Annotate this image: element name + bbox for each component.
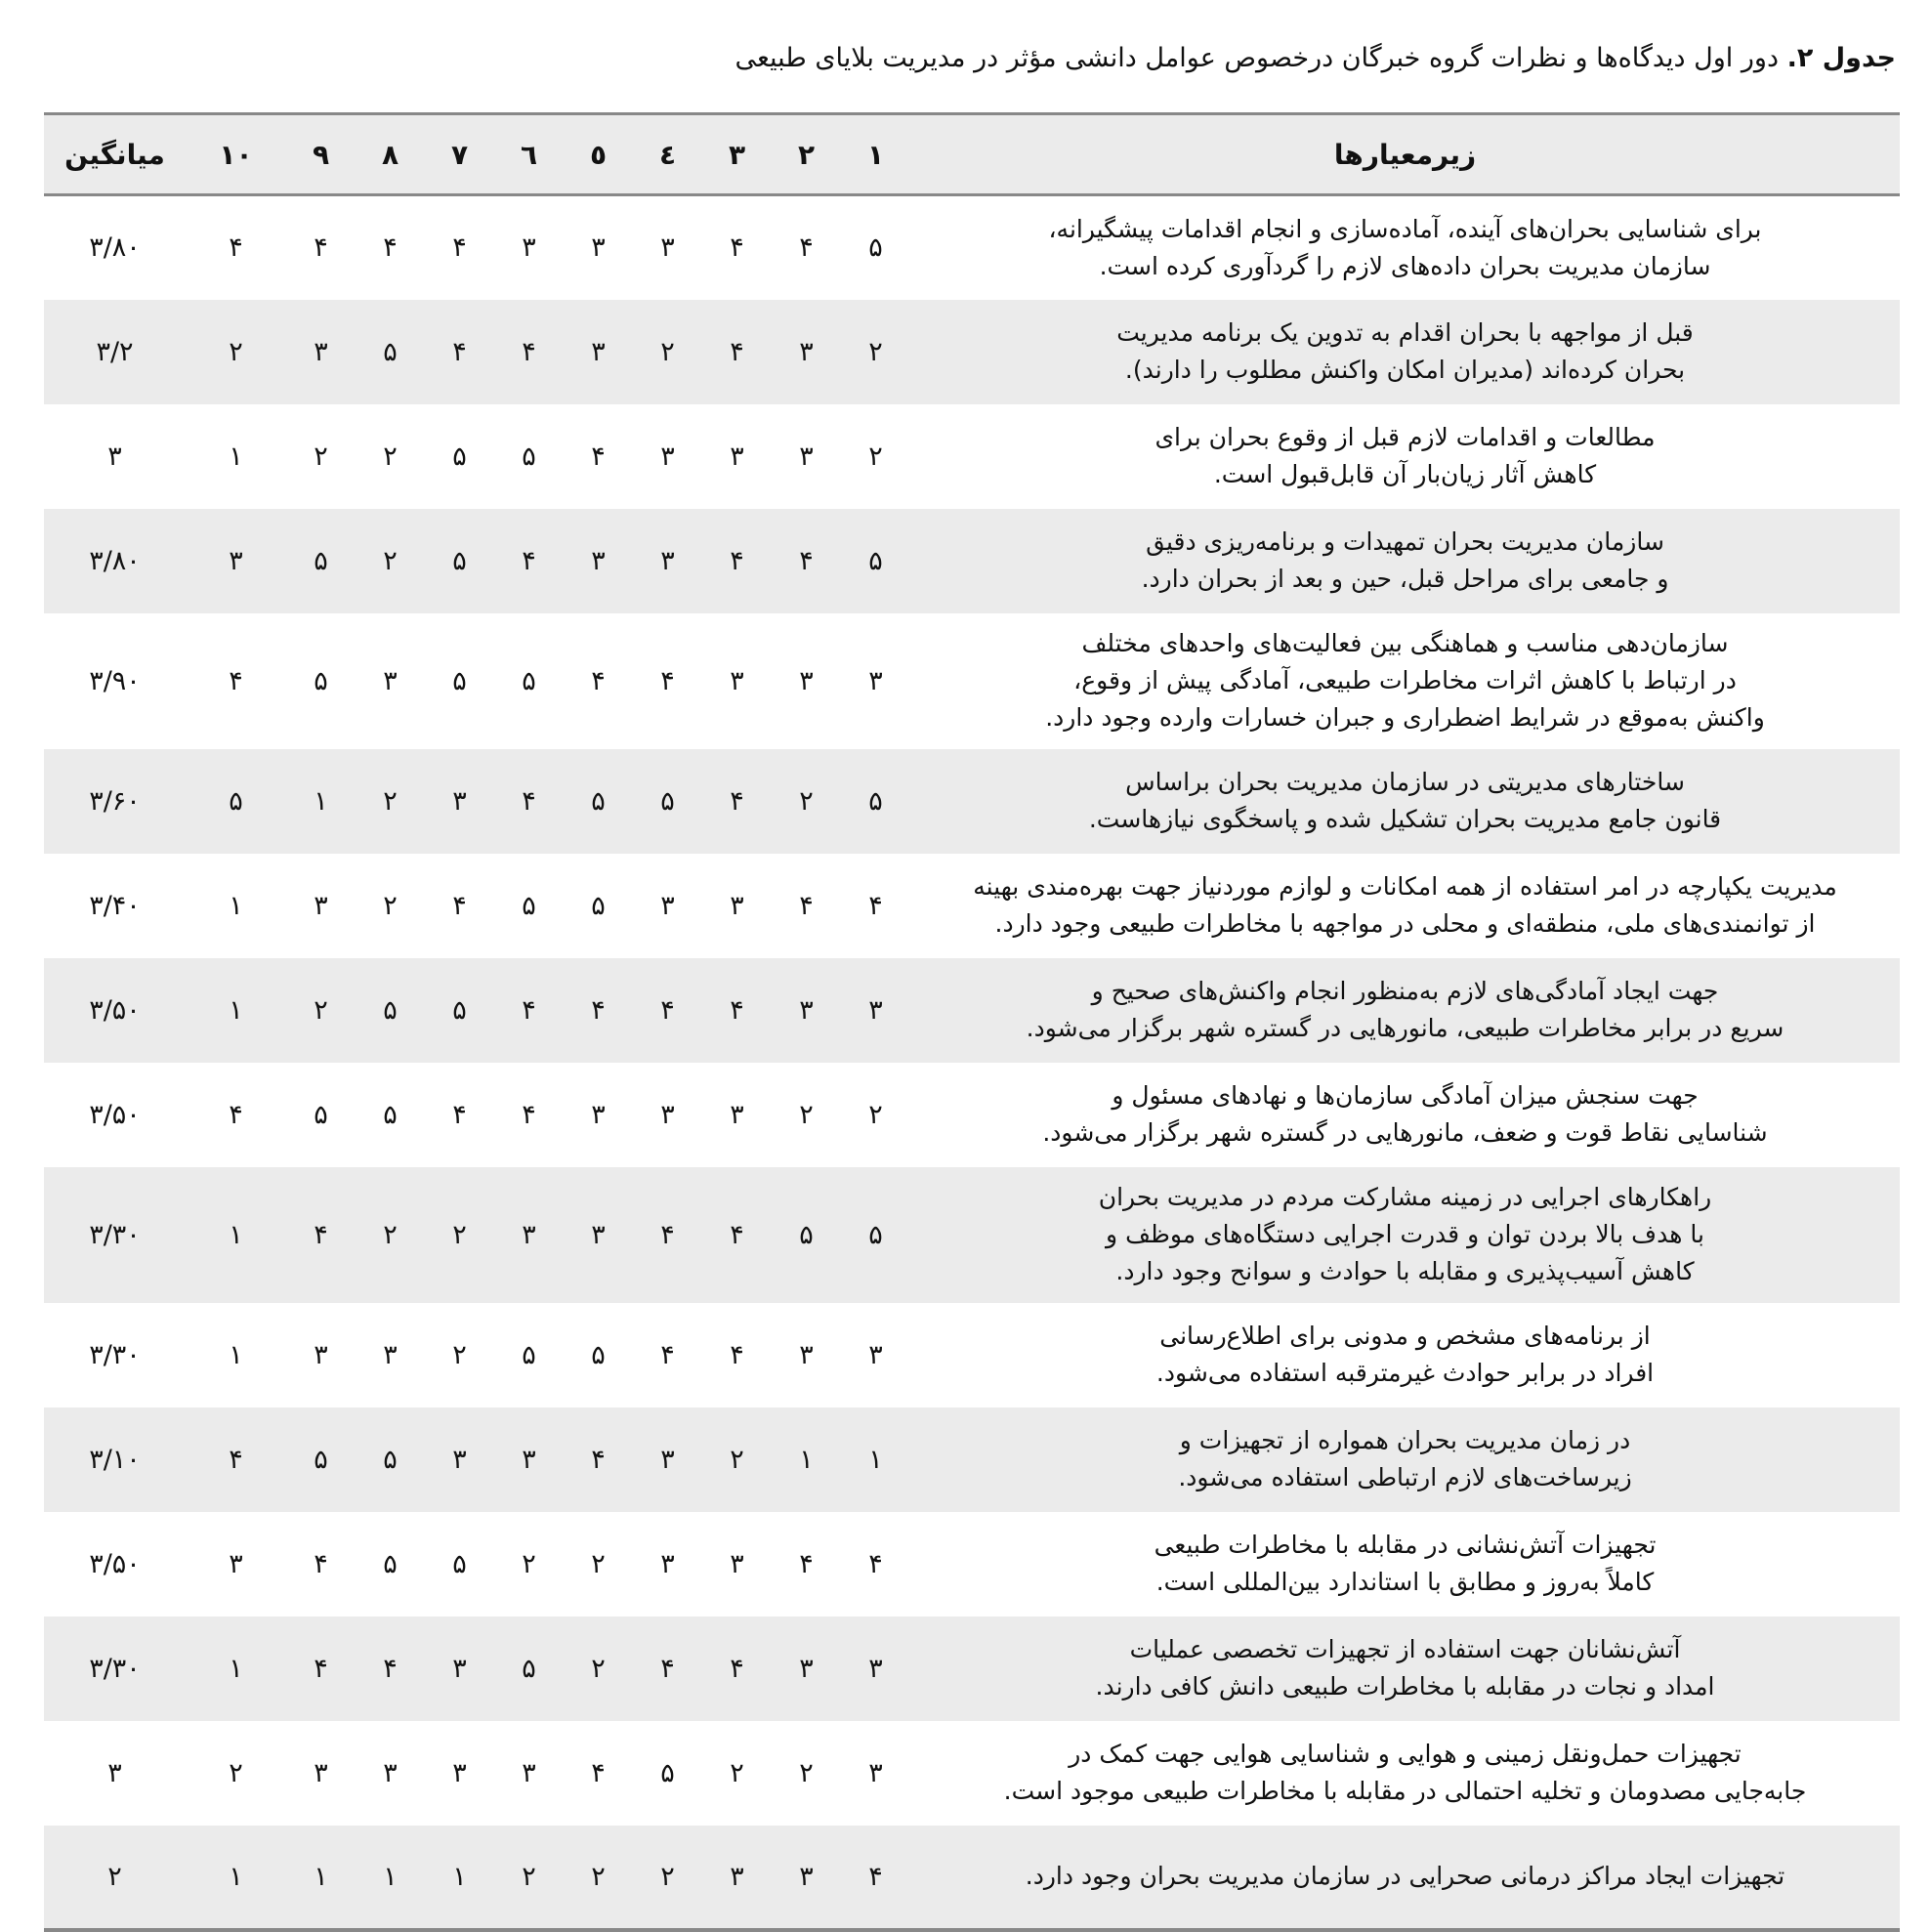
score-cell-expert-8: ۲ bbox=[383, 1219, 398, 1250]
score-cell-expert-1: ۵ bbox=[868, 545, 883, 576]
score-cell-expert-2: ۳ bbox=[799, 441, 814, 472]
score-cell-expert-6: ۳ bbox=[522, 232, 536, 264]
table-row bbox=[44, 195, 1900, 300]
table-row bbox=[44, 1826, 1900, 1930]
score-cell-expert-8: ۳ bbox=[383, 1339, 398, 1370]
score-cell-expert-8: ۵ bbox=[383, 1099, 398, 1130]
score-cell-expert-4: ۳ bbox=[660, 1444, 675, 1475]
subcriterion-cell bbox=[910, 509, 1900, 613]
header-expert-5: ٥ bbox=[589, 138, 608, 171]
score-cell-expert-1: ۵ bbox=[868, 1219, 883, 1250]
subcriterion-line: سازمان مدیریت بحران تمهیدات و برنامه‌ریزی دقیق bbox=[1146, 527, 1664, 556]
score-cell-expert-3: ۴ bbox=[730, 1653, 744, 1684]
score-cell-expert-9: ۴ bbox=[314, 232, 328, 264]
score-cell-expert-7: ۵ bbox=[452, 665, 467, 696]
score-cell-expert-2: ۴ bbox=[799, 1548, 814, 1579]
score-cell-expert-8: ۳ bbox=[383, 1757, 398, 1788]
mean-cell: ۳/۸۰ bbox=[89, 232, 141, 264]
mean-cell: ۳/۳۰ bbox=[89, 1339, 141, 1370]
score-cell-expert-9: ۵ bbox=[314, 1444, 328, 1475]
score-cell-expert-6: ۴ bbox=[522, 994, 536, 1026]
score-cell-expert-7: ۳ bbox=[452, 785, 467, 817]
mean-cell: ۳/۳۰ bbox=[89, 1219, 141, 1250]
mean-cell: ۳/۲ bbox=[96, 336, 134, 367]
score-cell-expert-9: ۲ bbox=[314, 994, 328, 1026]
score-cell-expert-3: ۳ bbox=[730, 1099, 744, 1130]
score-cell-expert-4: ۳ bbox=[660, 441, 675, 472]
subcriterion-cell bbox=[910, 1826, 1900, 1930]
subcriterion-line: از برنامه‌های مشخص و مدونی برای اطلاع‌رسانی bbox=[1159, 1322, 1651, 1350]
score-cell-expert-9: ۵ bbox=[314, 1099, 328, 1130]
score-cell-expert-2: ۴ bbox=[799, 545, 814, 576]
score-cell-expert-4: ۳ bbox=[660, 545, 675, 576]
score-cell-expert-5: ۳ bbox=[591, 1219, 606, 1250]
subcriterion-line: و جامعی برای مراحل قبل، حین و بعد از بحران دارد. bbox=[1141, 565, 1669, 593]
score-cell-expert-3: ۴ bbox=[730, 1339, 744, 1370]
subcriterion-cell bbox=[910, 300, 1900, 404]
subcriterion-line: جهت ایجاد آمادگی‌های لازم به‌منظور انجام واکنش‌های صحیح و bbox=[1091, 977, 1719, 1005]
score-cell-expert-5: ۲ bbox=[591, 1653, 606, 1684]
mean-cell: ۳/۹۰ bbox=[89, 665, 141, 696]
subcriterion-line: جابه‌جایی مصدومان و تخلیه احتمالی در مقابله با مخاطرات طبیعی موجود است. bbox=[1003, 1777, 1807, 1805]
score-cell-expert-9: ۴ bbox=[314, 1548, 328, 1579]
score-cell-expert-4: ۴ bbox=[660, 1653, 675, 1684]
score-cell-expert-10: ۳ bbox=[229, 545, 243, 576]
header-expert-1: ۱ bbox=[866, 138, 885, 171]
header-row bbox=[44, 114, 1900, 195]
score-cell-expert-5: ۲ bbox=[591, 1548, 606, 1579]
score-cell-expert-3: ۳ bbox=[730, 441, 744, 472]
score-cell-expert-3: ۲ bbox=[730, 1444, 744, 1475]
mean-cell: ۳ bbox=[107, 1757, 122, 1788]
score-cell-expert-4: ۵ bbox=[660, 785, 675, 817]
score-cell-expert-9: ۱ bbox=[314, 1861, 328, 1892]
score-cell-expert-10: ۴ bbox=[229, 665, 243, 696]
score-cell-expert-6: ۵ bbox=[522, 665, 536, 696]
score-cell-expert-5: ۳ bbox=[591, 336, 606, 367]
subcriterion-line: کاهش آثار زیان‌بار آن قابل‌قبول است. bbox=[1213, 460, 1597, 488]
score-cell-expert-7: ۵ bbox=[452, 545, 467, 576]
subcriterion-line: ساختارهای مدیریتی در سازمان مدیریت بحران براساس bbox=[1125, 768, 1685, 796]
subcriterion-line: با هدف بالا بردن توان و قدرت اجرایی دستگاه‌های موظف و bbox=[1106, 1220, 1704, 1248]
table-label: جدول ۲. bbox=[1786, 43, 1896, 73]
score-cell-expert-10: ۵ bbox=[229, 785, 243, 817]
mean-cell: ۳/۴۰ bbox=[89, 890, 141, 921]
score-cell-expert-8: ۵ bbox=[383, 1548, 398, 1579]
mean-cell: ۳/۵۰ bbox=[89, 994, 141, 1026]
subcriterion-line: برای شناسایی بحران‌های آینده، آماده‌سازی و انجام اقدامات پیشگیرانه، bbox=[1048, 214, 1762, 243]
score-cell-expert-2: ۳ bbox=[799, 1339, 814, 1370]
score-cell-expert-7: ۴ bbox=[452, 336, 467, 367]
mean-cell: ۳/۸۰ bbox=[89, 545, 141, 576]
score-cell-expert-7: ۵ bbox=[452, 441, 467, 472]
score-cell-expert-5: ۵ bbox=[591, 890, 606, 921]
score-cell-expert-10: ۱ bbox=[229, 1219, 243, 1250]
header-expert-8: ۸ bbox=[381, 138, 399, 171]
score-cell-expert-4: ۳ bbox=[660, 232, 675, 264]
subcriterion-cell bbox=[910, 613, 1900, 749]
mean-cell: ۳/۶۰ bbox=[89, 785, 141, 817]
header-expert-9: ۹ bbox=[312, 138, 330, 171]
score-cell-expert-8: ۵ bbox=[383, 336, 398, 367]
table-row bbox=[44, 854, 1900, 958]
score-cell-expert-5: ۴ bbox=[591, 441, 606, 472]
subcriterion-line: تجهیزات حمل‌ونقل زمینی و هوایی و شناسایی هوایی جهت کمک در bbox=[1069, 1740, 1742, 1768]
score-cell-expert-2: ۱ bbox=[799, 1444, 814, 1475]
score-cell-expert-3: ۳ bbox=[730, 1548, 744, 1579]
score-cell-expert-10: ۴ bbox=[229, 232, 243, 264]
score-cell-expert-5: ۴ bbox=[591, 994, 606, 1026]
score-cell-expert-5: ۵ bbox=[591, 1339, 606, 1370]
table-row bbox=[44, 404, 1900, 509]
score-cell-expert-1: ۵ bbox=[868, 232, 883, 264]
score-cell-expert-5: ۳ bbox=[591, 545, 606, 576]
subcriterion-cell bbox=[910, 854, 1900, 958]
score-cell-expert-4: ۴ bbox=[660, 1339, 675, 1370]
score-cell-expert-10: ۱ bbox=[229, 441, 243, 472]
score-cell-expert-6: ۲ bbox=[522, 1548, 536, 1579]
score-cell-expert-7: ۴ bbox=[452, 890, 467, 921]
score-cell-expert-1: ۵ bbox=[868, 785, 883, 817]
header-mean: میانگین bbox=[64, 138, 165, 171]
score-cell-expert-6: ۵ bbox=[522, 1653, 536, 1684]
score-cell-expert-7: ۲ bbox=[452, 1219, 467, 1250]
score-cell-expert-7: ۵ bbox=[452, 994, 467, 1026]
score-cell-expert-3: ۴ bbox=[730, 785, 744, 817]
score-cell-expert-9: ۳ bbox=[314, 890, 328, 921]
score-cell-expert-1: ۳ bbox=[868, 994, 883, 1026]
table-row bbox=[44, 1721, 1900, 1826]
table-row bbox=[44, 613, 1900, 749]
score-cell-expert-10: ۱ bbox=[229, 994, 243, 1026]
header-expert-7: ۷ bbox=[450, 138, 469, 171]
subcriterion-line: سازمان‌دهی مناسب و هماهنگی بین فعالیت‌های واحدهای مختلف bbox=[1081, 629, 1729, 657]
header-subcriteria: زیرمعیارها bbox=[1333, 138, 1477, 171]
score-cell-expert-10: ۱ bbox=[229, 1861, 243, 1892]
score-cell-expert-1: ۳ bbox=[868, 1757, 883, 1788]
score-cell-expert-8: ۲ bbox=[383, 441, 398, 472]
score-cell-expert-5: ۲ bbox=[591, 1861, 606, 1892]
score-cell-expert-10: ۴ bbox=[229, 1444, 243, 1475]
score-cell-expert-4: ۳ bbox=[660, 890, 675, 921]
score-cell-expert-6: ۳ bbox=[522, 1757, 536, 1788]
score-cell-expert-10: ۱ bbox=[229, 1339, 243, 1370]
subcriterion-line: راهکارهای اجرایی در زمینه مشارکت مردم در مدیریت بحران bbox=[1098, 1183, 1712, 1211]
score-cell-expert-6: ۳ bbox=[522, 1444, 536, 1475]
score-cell-expert-7: ۳ bbox=[452, 1653, 467, 1684]
score-cell-expert-4: ۴ bbox=[660, 1219, 675, 1250]
score-cell-expert-5: ۴ bbox=[591, 665, 606, 696]
score-cell-expert-10: ۱ bbox=[229, 1653, 243, 1684]
subcriterion-line: کاهش آسیب‌پذیری و مقابله با حوادث و سوانح وجود دارد. bbox=[1115, 1257, 1695, 1285]
score-cell-expert-8: ۵ bbox=[383, 994, 398, 1026]
score-cell-expert-3: ۲ bbox=[730, 1757, 744, 1788]
score-cell-expert-6: ۵ bbox=[522, 1339, 536, 1370]
score-cell-expert-7: ۴ bbox=[452, 1099, 467, 1130]
score-cell-expert-5: ۵ bbox=[591, 785, 606, 817]
score-cell-expert-2: ۳ bbox=[799, 665, 814, 696]
score-cell-expert-10: ۴ bbox=[229, 1099, 243, 1130]
score-cell-expert-2: ۵ bbox=[799, 1219, 814, 1250]
score-cell-expert-8: ۴ bbox=[383, 1653, 398, 1684]
table-row bbox=[44, 1407, 1900, 1512]
score-cell-expert-6: ۴ bbox=[522, 545, 536, 576]
score-cell-expert-1: ۳ bbox=[868, 665, 883, 696]
table-row bbox=[44, 509, 1900, 613]
score-cell-expert-9: ۱ bbox=[314, 785, 328, 817]
header-expert-2: ۲ bbox=[797, 138, 816, 171]
score-cell-expert-8: ۳ bbox=[383, 665, 398, 696]
subcriterion-line: در زمان مدیریت بحران همواره از تجهیزات و bbox=[1179, 1426, 1631, 1454]
subcriterion-line: قبل از مواجهه با بحران اقدام به تدوین یک برنامه مدیریت bbox=[1116, 318, 1694, 347]
score-cell-expert-9: ۵ bbox=[314, 665, 328, 696]
score-cell-expert-2: ۲ bbox=[799, 1757, 814, 1788]
header-expert-6: ٦ bbox=[520, 138, 538, 171]
score-cell-expert-6: ۳ bbox=[522, 1219, 536, 1250]
score-cell-expert-2: ۳ bbox=[799, 336, 814, 367]
score-cell-expert-6: ۵ bbox=[522, 890, 536, 921]
score-cell-expert-7: ۳ bbox=[452, 1444, 467, 1475]
subcriterion-cell bbox=[910, 1617, 1900, 1721]
score-cell-expert-1: ۲ bbox=[868, 441, 883, 472]
score-cell-expert-8: ۲ bbox=[383, 545, 398, 576]
subcriterion-cell bbox=[910, 1512, 1900, 1617]
score-cell-expert-1: ۱ bbox=[868, 1444, 883, 1475]
score-cell-expert-2: ۴ bbox=[799, 232, 814, 264]
score-cell-expert-3: ۳ bbox=[730, 1861, 744, 1892]
score-cell-expert-2: ۲ bbox=[799, 785, 814, 817]
table-row bbox=[44, 1063, 1900, 1167]
table-row bbox=[44, 1512, 1900, 1617]
score-cell-expert-7: ۳ bbox=[452, 1757, 467, 1788]
score-cell-expert-9: ۳ bbox=[314, 1757, 328, 1788]
mean-cell: ۳/۳۰ bbox=[89, 1653, 141, 1684]
mean-cell: ۳/۵۰ bbox=[89, 1099, 141, 1130]
expert-opinions-table bbox=[44, 112, 1900, 1932]
score-cell-expert-8: ۵ bbox=[383, 1444, 398, 1475]
subcriterion-line: شناسایی نقاط قوت و ضعف، مانورهایی در گستره شهر برگزار می‌شود. bbox=[1042, 1118, 1768, 1147]
score-cell-expert-2: ۴ bbox=[799, 890, 814, 921]
table-title: دور اول دیدگاه‌ها و نظرات گروه خبرگان درخصوص عوامل دانشی مؤثر در مدیریت بلایای طبیعی bbox=[735, 43, 1779, 73]
score-cell-expert-9: ۵ bbox=[314, 545, 328, 576]
score-cell-expert-3: ۴ bbox=[730, 994, 744, 1026]
score-cell-expert-9: ۳ bbox=[314, 1339, 328, 1370]
table-row bbox=[44, 1617, 1900, 1721]
score-cell-expert-1: ۳ bbox=[868, 1653, 883, 1684]
score-cell-expert-3: ۳ bbox=[730, 890, 744, 921]
subcriterion-line: بحران کرده‌اند (مدیران امکان واکنش مطلوب را دارند). bbox=[1124, 356, 1686, 384]
header-expert-4: ٤ bbox=[658, 138, 677, 171]
score-cell-expert-2: ۲ bbox=[799, 1099, 814, 1130]
subcriterion-cell bbox=[910, 749, 1900, 854]
subcriterion-line: سریع در برابر مخاطرات طبیعی، مانورهایی در گستره شهر برگزار می‌شود. bbox=[1026, 1014, 1784, 1042]
mean-cell: ۳ bbox=[107, 441, 122, 472]
mean-cell: ۳/۱۰ bbox=[89, 1444, 141, 1475]
subcriterion-line: کاملاً به‌روز و مطابق با استاندارد بین‌المللی است. bbox=[1155, 1568, 1655, 1596]
score-cell-expert-2: ۳ bbox=[799, 1861, 814, 1892]
subcriterion-cell bbox=[910, 195, 1900, 300]
score-cell-expert-7: ۵ bbox=[452, 1548, 467, 1579]
table-caption bbox=[735, 43, 1896, 73]
score-cell-expert-9: ۲ bbox=[314, 441, 328, 472]
score-cell-expert-10: ۱ bbox=[229, 890, 243, 921]
score-cell-expert-4: ۴ bbox=[660, 994, 675, 1026]
score-cell-expert-2: ۳ bbox=[799, 994, 814, 1026]
score-cell-expert-1: ۴ bbox=[868, 1548, 883, 1579]
score-cell-expert-6: ۴ bbox=[522, 336, 536, 367]
score-cell-expert-1: ۴ bbox=[868, 1861, 883, 1892]
subcriterion-cell bbox=[910, 1407, 1900, 1512]
mean-cell: ۲ bbox=[107, 1861, 122, 1892]
score-cell-expert-3: ۴ bbox=[730, 1219, 744, 1250]
subcriterion-line: از توانمندی‌های ملی، منطقه‌ای و محلی در مواجهه با مخاطرات طبیعی وجود دارد. bbox=[994, 909, 1816, 938]
score-cell-expert-3: ۳ bbox=[730, 665, 744, 696]
score-cell-expert-6: ۴ bbox=[522, 785, 536, 817]
subcriterion-cell bbox=[910, 958, 1900, 1063]
subcriterion-line: افراد در برابر حوادث غیرمترقبه استفاده می‌شود. bbox=[1155, 1359, 1655, 1387]
score-cell-expert-6: ۲ bbox=[522, 1861, 536, 1892]
subcriterion-cell bbox=[910, 1721, 1900, 1826]
subcriterion-line: قانون جامع مدیریت بحران تشکیل شده و پاسخگوی نیازهاست. bbox=[1088, 805, 1722, 833]
score-cell-expert-1: ۴ bbox=[868, 890, 883, 921]
score-cell-expert-7: ۱ bbox=[452, 1861, 467, 1892]
table-row bbox=[44, 958, 1900, 1063]
subcriterion-line: امداد و نجات در مقابله با مخاطرات طبیعی دانش کافی دارند. bbox=[1095, 1672, 1715, 1701]
score-cell-expert-8: ۲ bbox=[383, 785, 398, 817]
header-expert-3: ۳ bbox=[728, 138, 746, 171]
score-cell-expert-6: ۵ bbox=[522, 441, 536, 472]
score-cell-expert-9: ۳ bbox=[314, 336, 328, 367]
table-row bbox=[44, 1303, 1900, 1407]
subcriterion-line: تجهیزات ایجاد مراکز درمانی صحرایی در سازمان مدیریت بحران وجود دارد. bbox=[1025, 1862, 1785, 1890]
subcriterion-cell bbox=[910, 1063, 1900, 1167]
score-cell-expert-2: ۳ bbox=[799, 1653, 814, 1684]
subcriterion-cell bbox=[910, 1167, 1900, 1303]
score-cell-expert-4: ۲ bbox=[660, 1861, 675, 1892]
score-cell-expert-10: ۳ bbox=[229, 1548, 243, 1579]
score-cell-expert-8: ۲ bbox=[383, 890, 398, 921]
score-cell-expert-3: ۴ bbox=[730, 336, 744, 367]
subcriterion-line: تجهیزات آتش‌نشانی در مقابله با مخاطرات طبیعی bbox=[1154, 1531, 1657, 1559]
subcriterion-cell bbox=[910, 1303, 1900, 1407]
score-cell-expert-8: ۴ bbox=[383, 232, 398, 264]
score-cell-expert-4: ۳ bbox=[660, 1099, 675, 1130]
subcriterion-line: مدیریت یکپارچه در امر استفاده از همه امکانات و لوازم موردنیاز جهت بهره‌مندی بهینه bbox=[973, 872, 1837, 901]
score-cell-expert-4: ۴ bbox=[660, 665, 675, 696]
score-cell-expert-8: ۱ bbox=[383, 1861, 398, 1892]
subcriterion-line: واکنش به‌موقع در شرایط اضطراری و جبران خسارات وارده وجود دارد. bbox=[1045, 703, 1765, 732]
subcriterion-line: زیرساخت‌های لازم ارتباطی استفاده می‌شود. bbox=[1178, 1463, 1632, 1491]
score-cell-expert-10: ۲ bbox=[229, 336, 243, 367]
table-row bbox=[44, 300, 1900, 404]
subcriterion-line: مطالعات و اقدامات لازم قبل از وقوع بحران برای bbox=[1154, 423, 1656, 451]
score-cell-expert-1: ۲ bbox=[868, 1099, 883, 1130]
score-cell-expert-3: ۴ bbox=[730, 545, 744, 576]
score-cell-expert-4: ۲ bbox=[660, 336, 675, 367]
mean-cell: ۳/۵۰ bbox=[89, 1548, 141, 1579]
table-row bbox=[44, 749, 1900, 854]
score-cell-expert-9: ۴ bbox=[314, 1219, 328, 1250]
score-cell-expert-5: ۳ bbox=[591, 1099, 606, 1130]
subcriterion-line: سازمان مدیریت بحران داده‌های لازم را گردآوری کرده است. bbox=[1099, 251, 1711, 280]
subcriterion-line: در ارتباط با کاهش اثرات مخاطرات طبیعی، آمادگی پیش از وقوع، bbox=[1073, 666, 1737, 694]
subcriterion-line: آتش‌نشانان جهت استفاده از تجهیزات تخصصی عملیات bbox=[1129, 1635, 1681, 1663]
score-cell-expert-6: ۴ bbox=[522, 1099, 536, 1130]
table-row bbox=[44, 1167, 1900, 1303]
score-cell-expert-3: ۴ bbox=[730, 232, 744, 264]
score-cell-expert-4: ۳ bbox=[660, 1548, 675, 1579]
score-cell-expert-5: ۳ bbox=[591, 232, 606, 264]
score-cell-expert-10: ۲ bbox=[229, 1757, 243, 1788]
score-cell-expert-9: ۴ bbox=[314, 1653, 328, 1684]
score-cell-expert-7: ۴ bbox=[452, 232, 467, 264]
score-cell-expert-7: ۲ bbox=[452, 1339, 467, 1370]
header-expert-10: ۱۰ bbox=[219, 138, 253, 171]
score-cell-expert-5: ۴ bbox=[591, 1444, 606, 1475]
score-cell-expert-1: ۳ bbox=[868, 1339, 883, 1370]
score-cell-expert-4: ۵ bbox=[660, 1757, 675, 1788]
subcriterion-cell bbox=[910, 404, 1900, 509]
subcriterion-line: جهت سنجش میزان آمادگی سازمان‌ها و نهادهای مسئول و bbox=[1112, 1081, 1699, 1110]
score-cell-expert-5: ۴ bbox=[591, 1757, 606, 1788]
score-cell-expert-1: ۲ bbox=[868, 336, 883, 367]
